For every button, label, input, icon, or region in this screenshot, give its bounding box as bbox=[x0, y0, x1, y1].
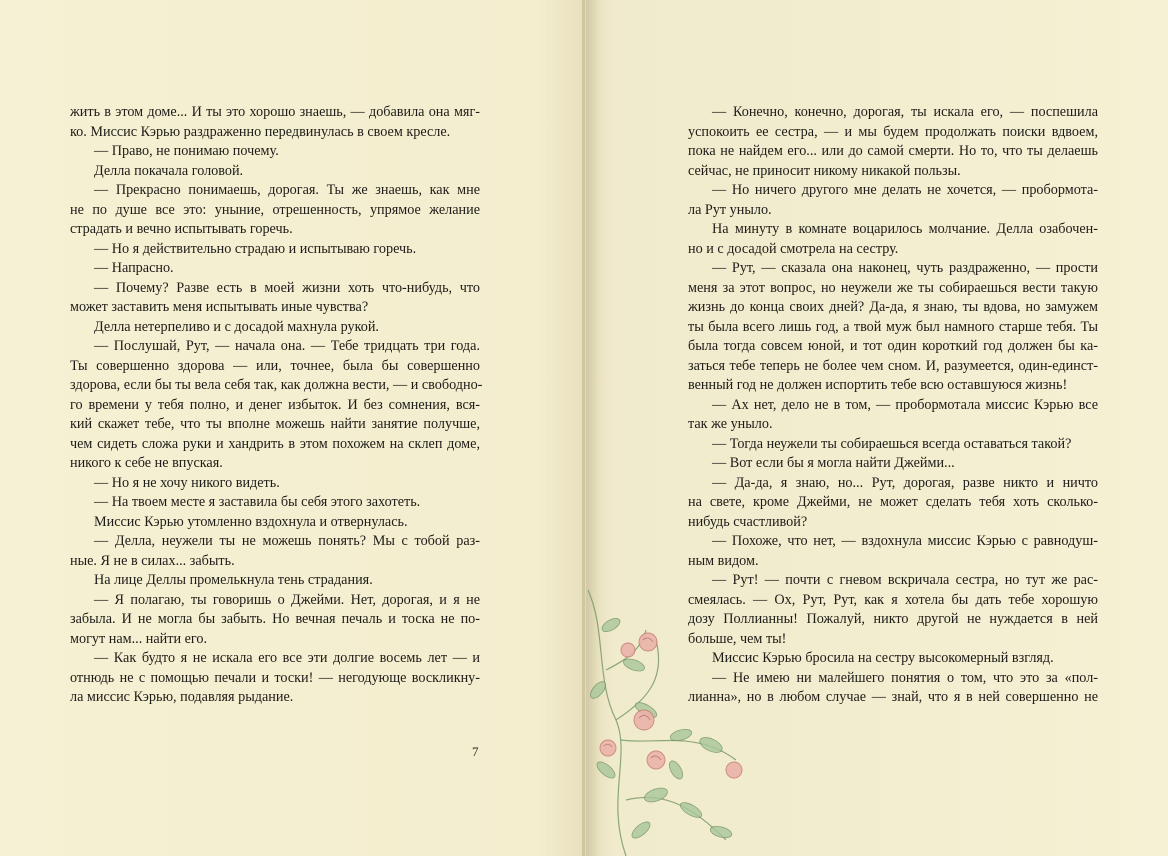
text-line: ные. Я не в силах... забыть. bbox=[70, 552, 235, 569]
text-line: — На твоем месте я заставила бы себя этого захотеть. bbox=[94, 494, 421, 510]
text-line: была тогда совсем юной, и тот один короткий год должен бы ка- bbox=[688, 338, 1098, 354]
text-line: — Рут, — сказала она наконец, чуть раздраженно, — прости bbox=[712, 260, 1098, 276]
text-line: — Я полагаю, ты говоришь о Джейми. Нет, дорогая, и я не bbox=[94, 591, 480, 608]
left-page-text bbox=[70, 103, 483, 708]
text-line: ным видом. bbox=[688, 552, 759, 569]
text-line: страдать и вечно испытывать горечь. bbox=[70, 221, 293, 237]
text-line: — Делла, неужели ты не можешь понять? Мы с тобой раз- bbox=[94, 533, 480, 549]
text-line: венный год не должен испортить тебе всю оставшуюся жизнь! bbox=[688, 377, 1068, 393]
text-line: меня за этот вопрос, но неужели же ты собираешься вести такую bbox=[688, 279, 1098, 296]
text-line: никого к себе не впуская. bbox=[70, 455, 223, 471]
text-line: но и с досадой смотрела на сестру. bbox=[688, 240, 899, 257]
text-line: не по душе все это: уныние, отрешенность, упрямое желание bbox=[70, 201, 480, 218]
text-line: — Но ничего другого мне делать не хочется, — пробормота- bbox=[712, 182, 1098, 198]
text-line: Миссис Кэрью бросила на сестру высокомерный взгляд. bbox=[712, 650, 1054, 666]
text-line: — Вот если бы я могла найти Джейми... bbox=[712, 455, 955, 471]
text-line: кий скажет тебе, что ты вполне можешь найти занятие получше, bbox=[70, 416, 480, 432]
text-line: — Конечно, конечно, дорогая, ты искала его, — поспешила bbox=[712, 104, 1098, 120]
left-page bbox=[0, 0, 583, 856]
text-line: дозу Поллианны! Пожалуй, никто другой не нуждается в ней bbox=[688, 611, 1098, 627]
text-line: — Право, не понимаю почему. bbox=[94, 143, 279, 159]
text-line: — Напрасно. bbox=[94, 260, 174, 276]
text-line: На минуту в комнате воцарилось молчание. Делла озабочен- bbox=[712, 221, 1098, 237]
text-line: нибудь счастливой? bbox=[688, 513, 808, 530]
text-line: — Прекрасно понимаешь, дорогая. Ты же знаешь, как мне bbox=[94, 182, 480, 198]
page-number: 7 bbox=[472, 744, 479, 759]
text-line: — Но я действительно страдаю и испытываю горечь. bbox=[94, 240, 417, 257]
text-line: на свете, кроме Джейми, не может сделать тебя хоть сколько- bbox=[688, 494, 1098, 510]
text-line: ты была всего лишь год, а твой муж был намного старше тебя. Ты bbox=[688, 318, 1098, 335]
text-line: отнюдь не с помощью печали и тоски! — негодующе воскликну- bbox=[70, 669, 480, 686]
text-line: Делла покачала головой. bbox=[94, 162, 244, 179]
text-line: — Рут! — почти с гневом вскричала сестра, но тут же рас- bbox=[712, 572, 1098, 588]
text-line: — Ах нет, дело не в том, — пробормотала миссис Кэрью все bbox=[712, 396, 1098, 413]
text-line: — Да-да, я знаю, но... Рут, дорогая, разве никто и ничто bbox=[712, 474, 1098, 491]
text-line: заться тебе теперь не более чем сном. И, разумеется, один-единст- bbox=[688, 357, 1098, 374]
rose-branch-illustration-icon bbox=[586, 570, 786, 856]
text-line: — Не имею ни малейшего понятия о том, что это за «пол- bbox=[712, 669, 1098, 686]
text-line: — Но я не хочу никого видеть. bbox=[94, 474, 280, 491]
text-line: Миссис Кэрью утомленно вздохнула и отвернулась. bbox=[94, 513, 408, 530]
text-line: успокоить ее сестра, — и мы будем продолжать поиски вдвоем, bbox=[688, 123, 1098, 140]
text-line: Ты совершенно здорова — или, точнее, была бы совершенно bbox=[70, 357, 480, 374]
text-line: — Как будто я не искала его все эти долгие восемь лет — и bbox=[94, 650, 480, 666]
text-line: Делла нетерпеливо и с досадой махнула рукой. bbox=[94, 318, 379, 335]
text-line: так же уныло. bbox=[688, 416, 773, 432]
text-line: — Тогда неужели ты собираешься всегда оставаться такой? bbox=[712, 435, 1072, 452]
text-line: сейчас, не приносит никому никакой пользы. bbox=[688, 162, 961, 179]
text-line: жизнь до конца своих дней? Да-да, я знаю, ты вдова, но замужем bbox=[688, 299, 1098, 315]
text-line: лианна», но в любом случае — знай, что я в ней совершенно не bbox=[688, 689, 1098, 705]
text-line: ла Рут уныло. bbox=[688, 201, 772, 218]
text-line: жить в этом доме... И ты это хорошо знаешь, — добавила она мяг- bbox=[70, 104, 480, 120]
text-line: чем сидеть сложа руки и хандрить в этом похожем на склеп доме, bbox=[70, 435, 480, 452]
text-line: здорова, если бы ты вела себя так, как должна вести, — и свободно- bbox=[70, 377, 483, 393]
text-line: — Послушай, Рут, — начала она. — Тебе тридцать три года. bbox=[94, 338, 480, 354]
text-line: пока не найдем его... или до самой смерти. Но то, что ты делаешь bbox=[688, 143, 1098, 159]
text-line: забыла. И не могла бы забыть. Но вечная печаль и тоска не по- bbox=[70, 611, 480, 627]
text-line: могут нам... найти его. bbox=[70, 630, 208, 647]
text-line: На лице Деллы промелькнула тень страдания. bbox=[94, 572, 373, 588]
text-line: ла миссис Кэрью, подавляя рыдание. bbox=[70, 689, 294, 705]
text-line: — Похоже, что нет, — вздохнула миссис Кэрью с равнодуш- bbox=[712, 533, 1098, 549]
text-line: ко. Миссис Кэрью раздраженно передвинулась в своем кресле. bbox=[70, 123, 451, 140]
text-line: смеялась. — Ох, Рут, Рут, как я хотела бы дать тебе хорошую bbox=[688, 591, 1098, 608]
text-line: может заставить меня испытывать иные чувства? bbox=[70, 299, 369, 315]
text-line: го времени у тебя полно, и денег избыток. И без сомнения, вся- bbox=[70, 396, 480, 413]
text-line: — Почему? Разве есть в моей жизни хоть что-нибудь, что bbox=[94, 279, 480, 296]
text-line: больше, чем ты! bbox=[688, 630, 787, 647]
